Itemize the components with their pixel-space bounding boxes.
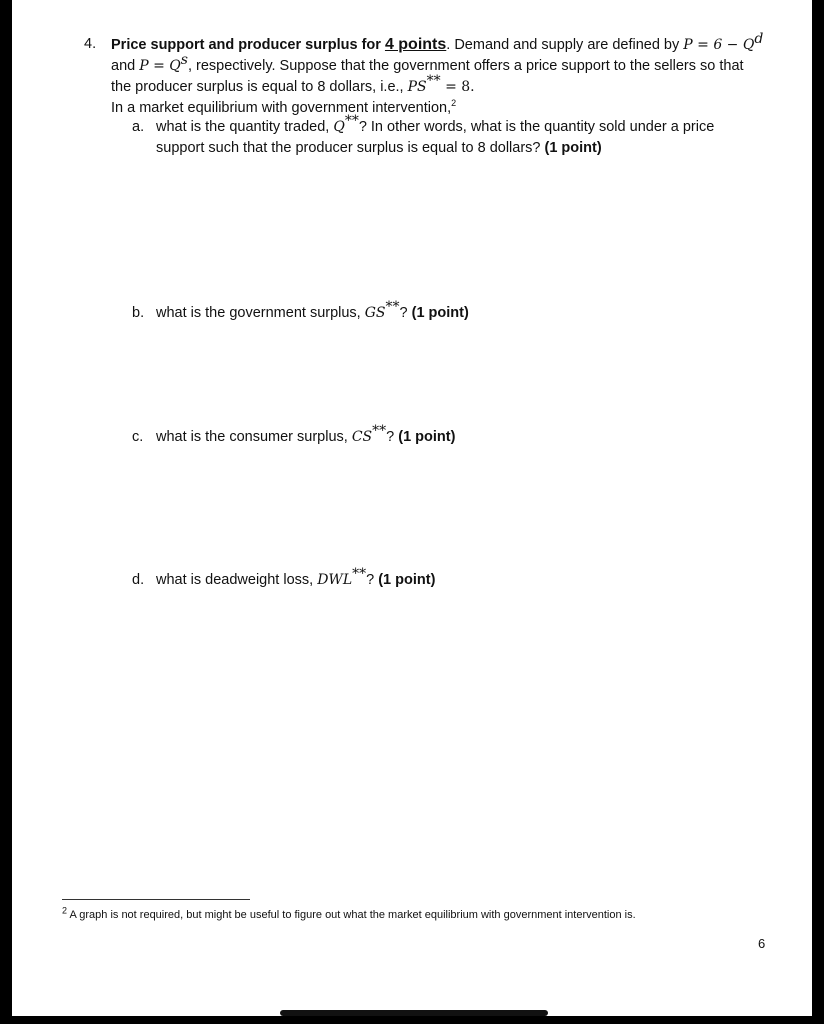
part-text-2: ? <box>386 429 399 445</box>
question-context: In a market equilibrium with government intervention, <box>111 100 452 116</box>
part-text-2: ? <box>366 572 379 588</box>
question-number: 4. <box>84 36 97 52</box>
question-text <box>111 31 764 119</box>
question-intro-2: , respectively. Suppose that the government offers a price support to the sellers so that the producer surplus is equal to 8 dollars, i.e., <box>111 58 744 95</box>
part-label: a. <box>132 119 145 135</box>
part-label: c. <box>132 429 144 445</box>
part-text-1: what is the government surplus, <box>156 305 365 321</box>
part-text <box>156 113 732 159</box>
part-points: (1 point) <box>398 429 456 445</box>
part-points: (1 point) <box>544 140 602 156</box>
part-superscript: ** <box>352 566 367 583</box>
part-symbol: CS <box>351 429 373 445</box>
part-text-2: ? <box>399 305 412 321</box>
ps-value: = 8. <box>440 79 475 95</box>
page-number: 6 <box>758 936 766 951</box>
footnote-divider <box>62 899 250 900</box>
footnote-mark: 2 <box>62 905 68 916</box>
part-text-2: ? In other words, what is the quantity sold under a price support such that the producer surplus is equal to 8 dollars? <box>156 119 715 156</box>
supply-superscript: s <box>180 52 188 69</box>
part-text <box>156 566 732 591</box>
ps-symbol: PS <box>407 79 427 95</box>
part-label: d. <box>132 572 145 588</box>
part-points: (1 point) <box>378 572 436 588</box>
part-label: b. <box>132 305 145 321</box>
footnote-text: A graph is not required, but might be useful to figure out what the market equilibrium with government intervention is. <box>67 909 636 921</box>
footnote-ref: 2 <box>451 98 457 109</box>
home-indicator[interactable] <box>280 1010 548 1016</box>
part-text <box>156 299 732 324</box>
part-text <box>156 423 732 448</box>
part-text-1: what is deadweight loss, <box>156 572 318 588</box>
part-symbol: GS <box>364 305 386 321</box>
part-superscript: ** <box>344 113 359 130</box>
footnote <box>62 905 636 922</box>
question-points: 4 points <box>384 36 447 53</box>
part-superscript: ** <box>385 299 400 316</box>
part-a <box>132 113 732 159</box>
demand-equation: P = 6 − Q <box>683 37 755 53</box>
question-and: and <box>111 58 136 74</box>
ps-superscript: ** <box>426 73 441 90</box>
part-text-1: what is the quantity traded, <box>156 119 334 135</box>
part-d <box>132 566 732 591</box>
supply-equation: P = Q <box>139 58 181 74</box>
part-symbol: Q <box>333 119 345 135</box>
question-title: Price support and producer surplus for <box>111 37 381 53</box>
part-b <box>132 299 732 324</box>
part-superscript: ** <box>372 423 387 440</box>
part-symbol: DWL <box>317 572 353 588</box>
part-text-1: what is the consumer surplus, <box>156 429 352 445</box>
question-4 <box>84 31 764 119</box>
part-c <box>132 423 732 448</box>
question-intro-1: . Demand and supply are defined by <box>446 37 684 53</box>
document-page <box>12 0 812 1016</box>
demand-superscript: d <box>754 31 764 48</box>
part-points: (1 point) <box>411 305 469 321</box>
